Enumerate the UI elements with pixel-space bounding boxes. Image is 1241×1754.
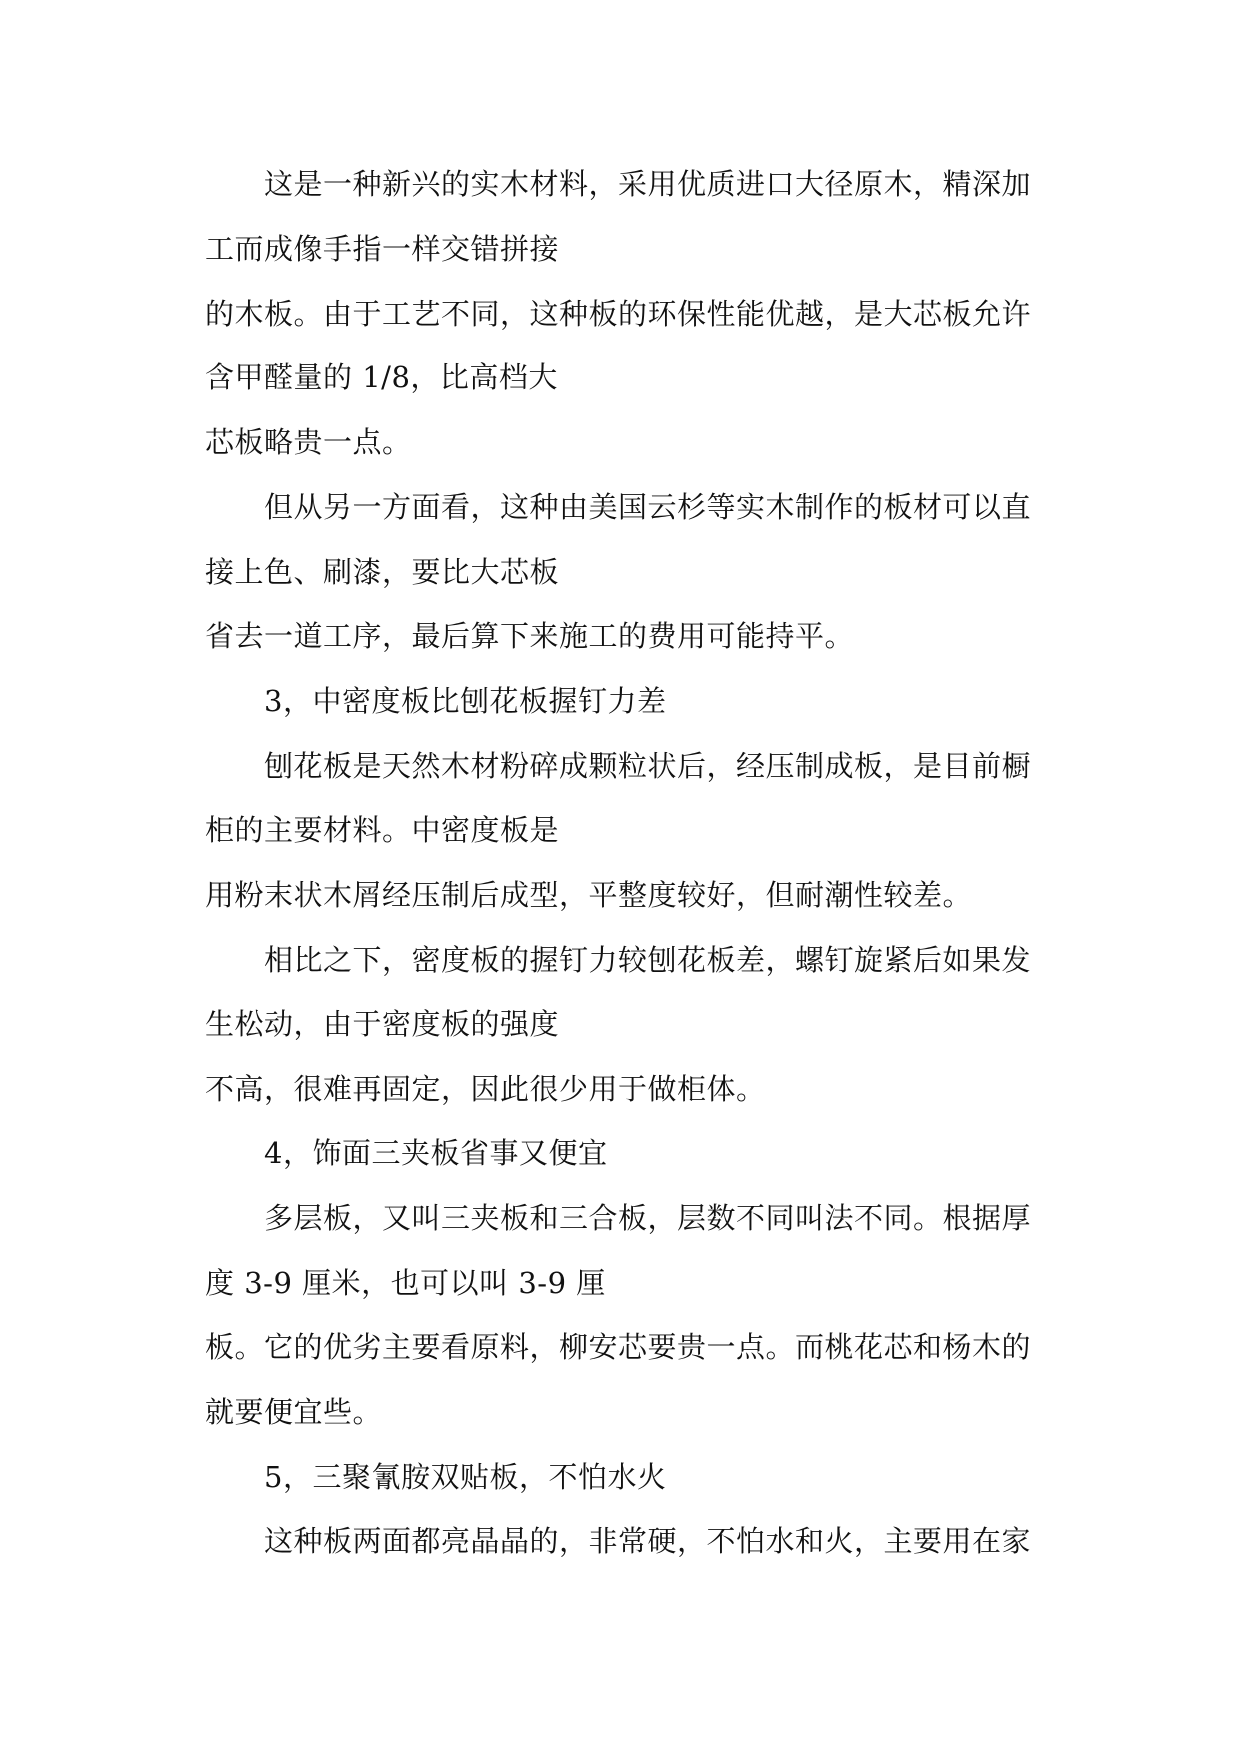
text-line: 度 3-9 厘米，也可以叫 3-9 厘	[205, 1266, 606, 1300]
text-line: 相比之下，密度板的握钉力较刨花板差，螺钉旋紧后如果发	[264, 943, 1032, 977]
text-line: 板。它的优劣主要看原料，柳安芯要贵一点。而桃花芯和杨木的	[205, 1330, 1032, 1364]
text-line: 不高，很难再固定，因此很少用于做柜体。	[205, 1072, 766, 1106]
section-heading: 5，三聚氰胺双贴板，不怕水火	[264, 1460, 667, 1494]
text-line: 柜的主要材料。中密度板是	[205, 813, 560, 847]
text-line: 多层板，又叫三夹板和三合板，层数不同叫法不同。根据厚	[264, 1201, 1032, 1235]
text-line: 刨花板是天然木材粉碎成颗粒状后，经压制成板，是目前橱	[264, 749, 1032, 783]
text-line: 芯板略贵一点。	[205, 425, 412, 459]
section-heading: 3，中密度板比刨花板握钉力差	[264, 684, 667, 718]
text-line: 含甲醛量的 1/8，比高档大	[205, 360, 558, 394]
text-line: 的木板。由于工艺不同，这种板的环保性能优越，是大芯板允许	[205, 297, 1032, 331]
text-line: 但从另一方面看，这种由美国云杉等实木制作的板材可以直	[264, 490, 1032, 524]
text-line: 工而成像手指一样交错拼接	[205, 232, 560, 266]
text-line: 生松动，由于密度板的强度	[205, 1007, 560, 1041]
section-heading: 4，饰面三夹板省事又便宜	[264, 1136, 608, 1170]
text-line: 接上色、刷漆，要比大芯板	[205, 555, 560, 589]
text-line: 这种板两面都亮晶晶的，非常硬，不怕水和火，主要用在家	[264, 1524, 1032, 1558]
text-line: 用粉末状木屑经压制后成型，平整度较好，但耐潮性较差。	[205, 878, 973, 912]
text-line: 这是一种新兴的实木材料，采用优质进口大径原木，精深加	[264, 167, 1032, 201]
text-line: 省去一道工序，最后算下来施工的费用可能持平。	[205, 619, 855, 653]
text-line: 就要便宜些。	[205, 1395, 383, 1429]
